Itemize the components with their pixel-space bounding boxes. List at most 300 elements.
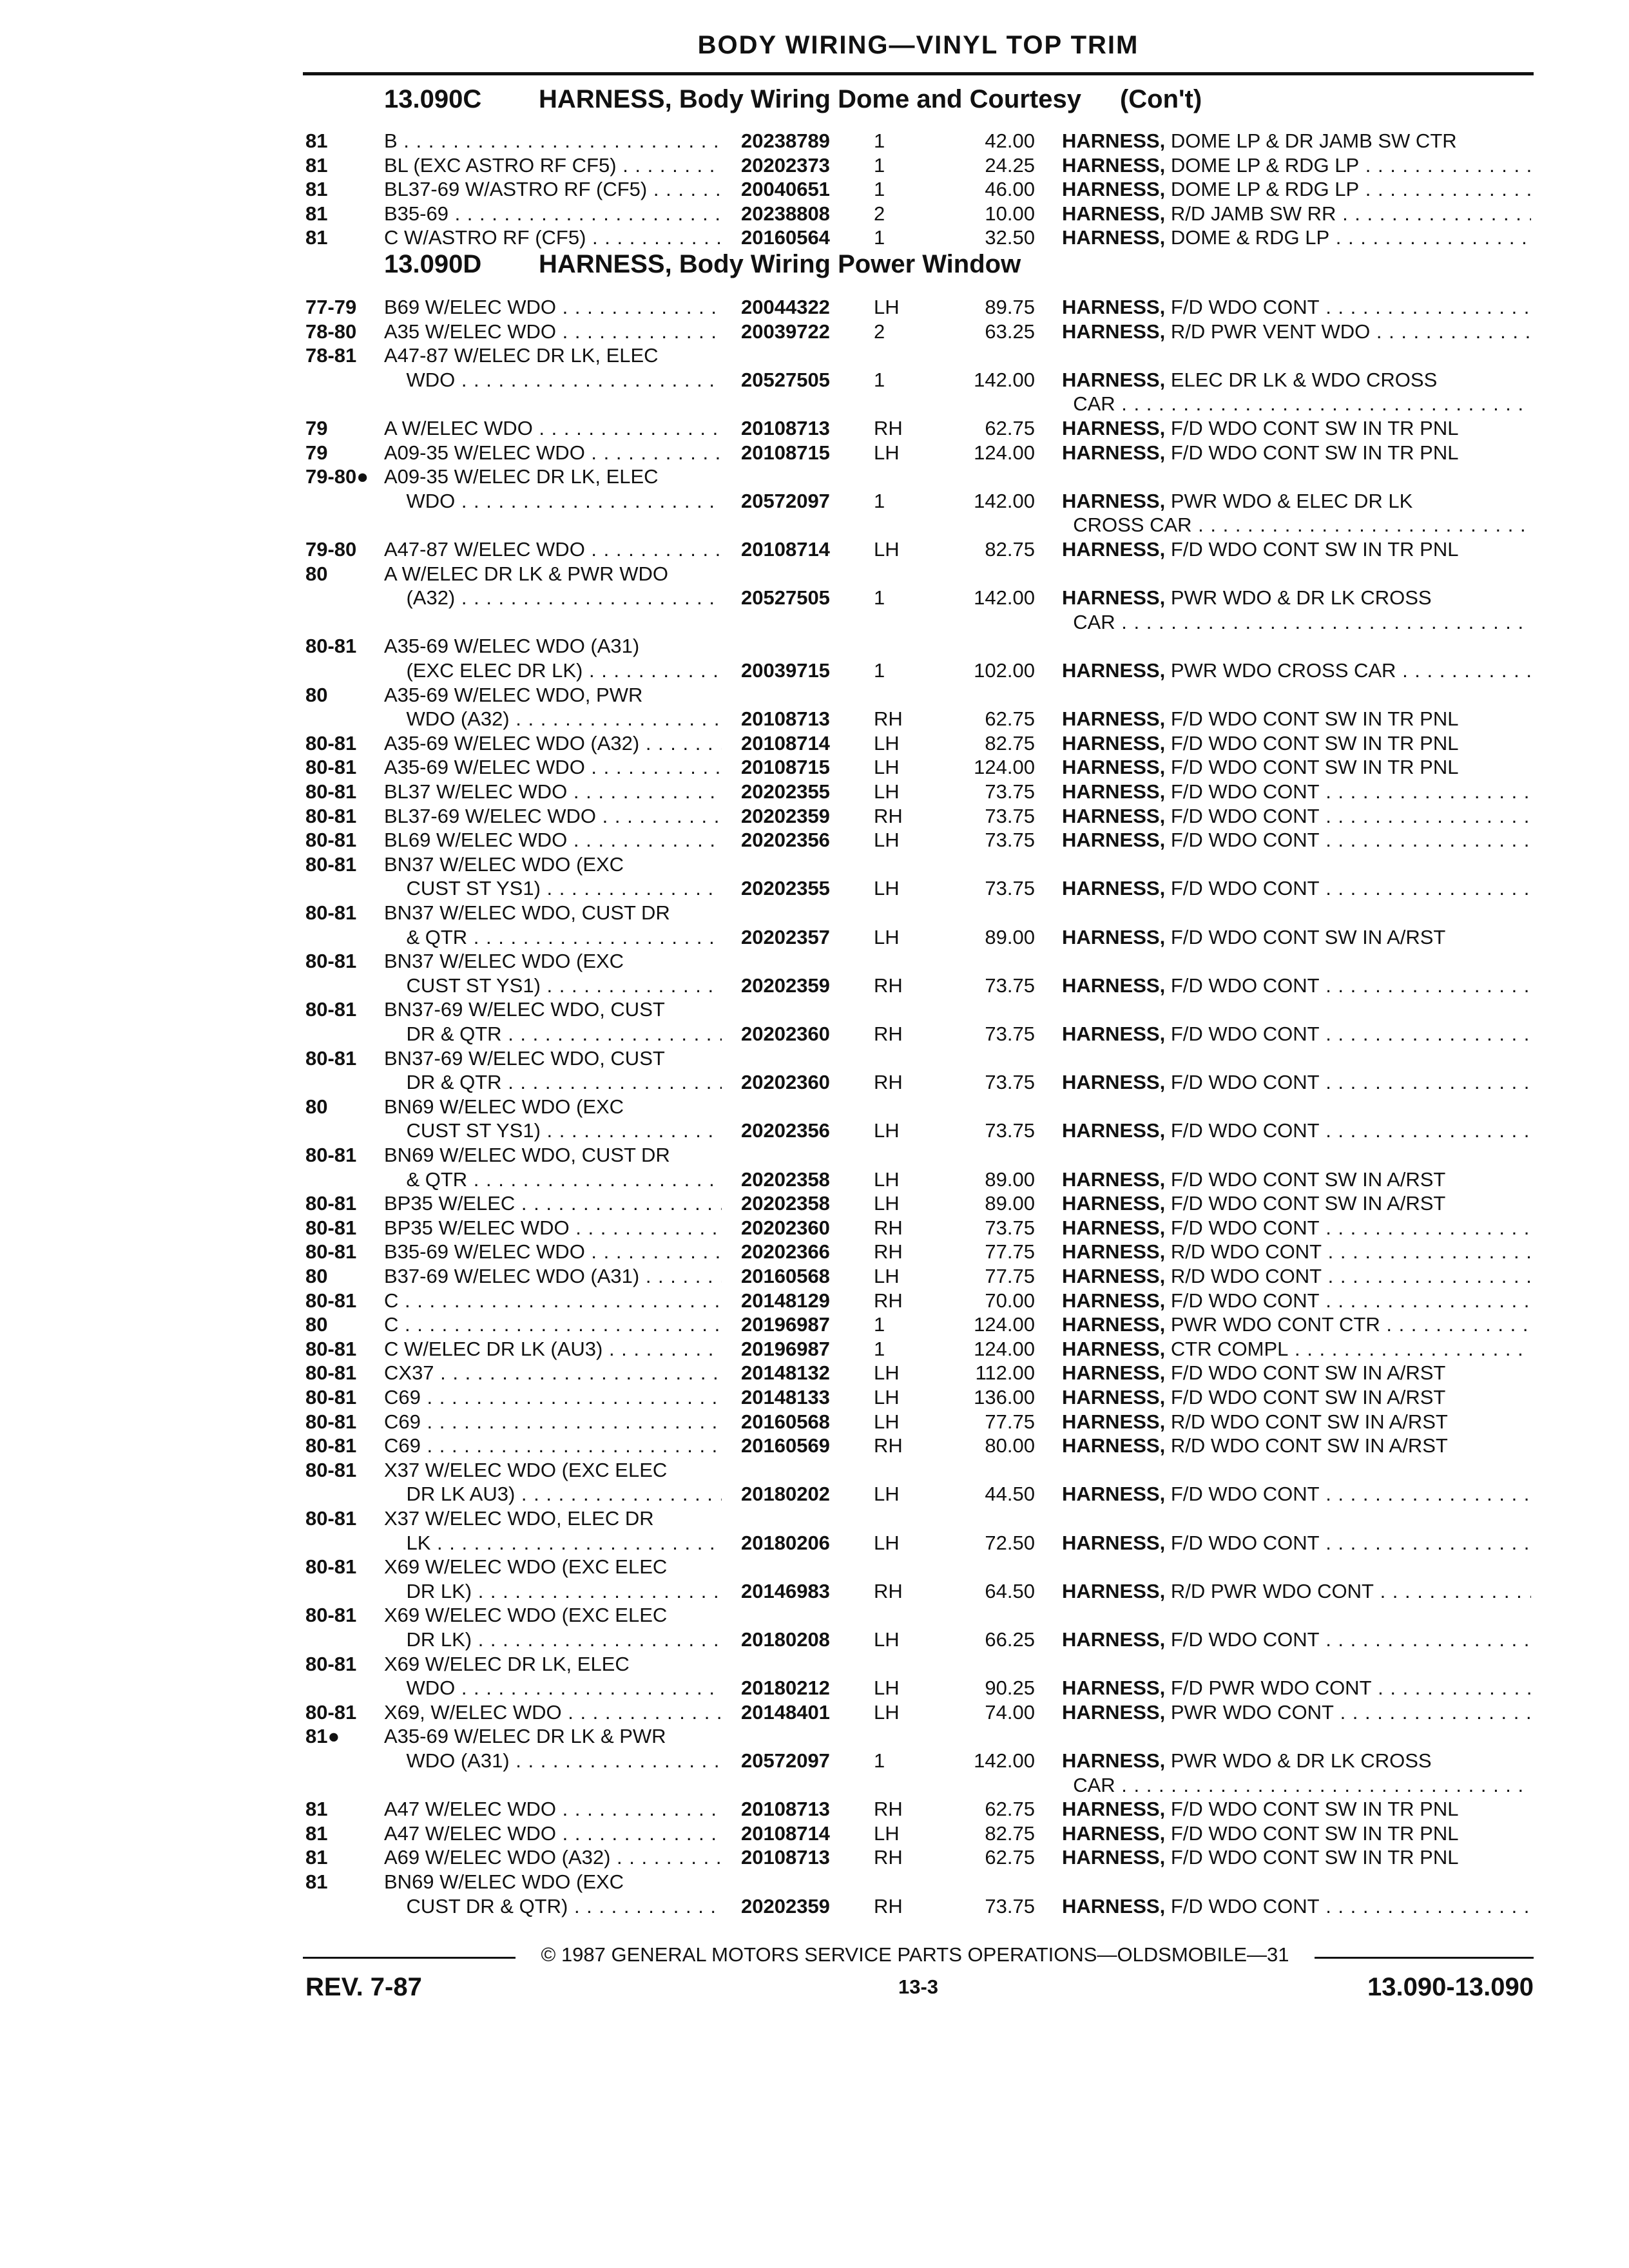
- part-description: [1062, 1361, 1531, 1385]
- body-application: A35-69 W/ELEC WDO (A31): [384, 635, 640, 657]
- body-application: CX37 . . .: [384, 1361, 722, 1385]
- description-text: F/D WDO CONT SW IN A/RST: [1170, 926, 1446, 948]
- description-keyword: HARNESS,: [1062, 1023, 1166, 1045]
- part-description: [1062, 1749, 1531, 1773]
- model-years: 80-81: [305, 853, 357, 876]
- section-title: [384, 250, 1021, 279]
- price: 142.00: [974, 1749, 1035, 1772]
- part-number: 20160564: [741, 226, 830, 249]
- quantity: LH: [874, 1701, 900, 1724]
- part-description: [1062, 876, 1531, 900]
- part-number: 20148129: [741, 1289, 830, 1312]
- description-keyword: HARNESS,: [1062, 1895, 1166, 1917]
- model-years: 80-81: [305, 1653, 357, 1675]
- description-keyword: HARNESS,: [1062, 226, 1166, 249]
- quantity: LH: [874, 1628, 900, 1651]
- description-keyword: HARNESS,: [1062, 829, 1166, 851]
- description-keyword: HARNESS,: [1062, 1216, 1166, 1239]
- quantity: LH: [874, 1386, 900, 1408]
- description-text: F/D WDO CONT . . .: [1171, 1483, 1531, 1505]
- table-row: [0, 1264, 1629, 1288]
- part-number: 20202373: [741, 154, 830, 177]
- part-description: [1062, 1797, 1531, 1821]
- description-text: DOME & RDG LP . . .: [1171, 226, 1531, 249]
- table-row: [0, 392, 1629, 416]
- quantity: LH: [874, 756, 900, 778]
- description-keyword: HARNESS,: [1062, 780, 1166, 803]
- body-application: BN69 W/ELEC WDO, CUST DR: [384, 1144, 670, 1166]
- body-application: B35-69 . . .: [384, 202, 722, 226]
- part-number: 20202357: [741, 926, 830, 948]
- description-keyword: HARNESS,: [1062, 417, 1166, 439]
- body-application: B . . .: [384, 129, 722, 153]
- body-application: WDO . . .: [384, 368, 722, 392]
- part-description: [1062, 1289, 1531, 1312]
- price: 90.25: [985, 1677, 1035, 1699]
- quantity: RH: [874, 1580, 903, 1602]
- body-application: BN37 W/ELEC WDO, CUST DR: [384, 901, 670, 924]
- part-number: 20180208: [741, 1628, 830, 1651]
- table-row: [0, 1628, 1629, 1651]
- quantity: LH: [874, 1361, 900, 1384]
- model-years: 81: [305, 202, 328, 225]
- table-row: [0, 1143, 1629, 1167]
- page-header-title: BODY WIRING—VINYL TOP TRIM: [697, 31, 1139, 59]
- section-number: 13.090D: [384, 250, 482, 278]
- table-row: [0, 997, 1629, 1021]
- body-application: X37 W/ELEC WDO (EXC ELEC: [384, 1459, 668, 1481]
- description-keyword: HARNESS,: [1062, 586, 1166, 609]
- price: 70.00: [985, 1289, 1035, 1312]
- body-application: X69 W/ELEC DR LK, ELEC: [384, 1653, 630, 1675]
- table-row: [0, 1070, 1629, 1094]
- part-description: [1062, 177, 1531, 201]
- table-row: [0, 634, 1629, 658]
- description-keyword: HARNESS,: [1062, 756, 1166, 778]
- body-application: CUST ST YS1) . . .: [384, 974, 722, 997]
- price: 32.50: [985, 226, 1035, 249]
- description-text: PWR WDO CROSS CAR . . .: [1171, 659, 1531, 682]
- table-row: [0, 755, 1629, 779]
- body-application: BL69 W/ELEC WDO . . .: [384, 828, 722, 852]
- price: 82.75: [985, 1822, 1035, 1845]
- table-row: [0, 1894, 1629, 1918]
- part-description: [1062, 731, 1531, 755]
- description-keyword: HARNESS,: [1062, 732, 1166, 754]
- part-number: 20202360: [741, 1071, 830, 1093]
- body-application: A W/ELEC DR LK & PWR WDO: [384, 562, 668, 585]
- description-text: F/D WDO CONT . . .: [1171, 780, 1531, 803]
- description-text: F/D PWR WDO CONT . . .: [1171, 1677, 1531, 1699]
- body-application: BL37-69 W/ELEC WDO . . .: [384, 804, 722, 828]
- model-years: 80: [305, 562, 328, 585]
- quantity: LH: [874, 1119, 900, 1142]
- part-number: 20039722: [741, 320, 830, 343]
- part-description: [1062, 1022, 1531, 1046]
- quantity: LH: [874, 732, 900, 754]
- table-row: [0, 780, 1629, 803]
- body-application: C69 . . .: [384, 1410, 722, 1434]
- part-description: [1062, 1821, 1531, 1845]
- model-years: 81: [305, 178, 328, 200]
- body-application: X69, W/ELEC WDO . . .: [384, 1700, 722, 1724]
- model-years: 80-81: [305, 1507, 357, 1530]
- model-years: 80: [305, 1313, 328, 1336]
- body-application: CUST ST YS1) . . .: [384, 1119, 722, 1142]
- part-number: 20180202: [741, 1483, 830, 1505]
- body-application: (EXC ELEC DR LK) . . .: [384, 658, 722, 682]
- model-years: 80-81: [305, 1604, 357, 1626]
- part-description: [1062, 489, 1531, 513]
- section-title: [384, 85, 1202, 114]
- description-text: F/D WDO CONT SW IN A/RST: [1170, 1192, 1446, 1215]
- part-number: 20202359: [741, 805, 830, 827]
- description-text: CAR . . .: [1062, 611, 1531, 633]
- part-description: [1062, 416, 1531, 440]
- part-number: 20108714: [741, 1822, 830, 1845]
- description-keyword: HARNESS,: [1062, 926, 1166, 948]
- table-row: [0, 1434, 1629, 1457]
- description-keyword: HARNESS,: [1062, 1240, 1166, 1263]
- description-text: R/D JAMB SW RR . . .: [1171, 202, 1531, 225]
- table-row: [0, 1482, 1629, 1506]
- body-application: BN37-69 W/ELEC WDO, CUST: [384, 998, 665, 1021]
- price: 73.75: [985, 877, 1035, 899]
- quantity: RH: [874, 1071, 903, 1093]
- model-years: 81: [305, 154, 328, 177]
- description-keyword: HARNESS,: [1062, 1677, 1166, 1699]
- price: 73.75: [985, 974, 1035, 997]
- body-application: C . . .: [384, 1312, 722, 1336]
- quantity: 1: [874, 154, 885, 177]
- description-text: R/D PWR VENT WDO . . .: [1171, 320, 1531, 343]
- model-years: 80-81: [305, 1240, 357, 1263]
- table-row: [0, 1579, 1629, 1603]
- description-keyword: HARNESS,: [1062, 178, 1166, 200]
- description-keyword: HARNESS,: [1062, 320, 1166, 343]
- description-keyword: HARNESS,: [1062, 1434, 1166, 1457]
- price: 89.00: [985, 1192, 1035, 1215]
- part-number: 20160568: [741, 1410, 830, 1433]
- description-text: R/D WDO CONT . . .: [1171, 1240, 1531, 1263]
- table-row: [0, 465, 1629, 488]
- quantity: LH: [874, 1822, 900, 1845]
- body-application: BN37-69 W/ELEC WDO, CUST: [384, 1047, 665, 1070]
- quantity: RH: [874, 707, 903, 730]
- table-row: [0, 1821, 1629, 1845]
- part-description: [1062, 780, 1531, 803]
- body-application: BL (EXC ASTRO RF CF5) . . .: [384, 153, 722, 177]
- footer-section-range: 13.090-13.090: [1367, 1973, 1534, 2001]
- body-application: A35-69 W/ELEC WDO (A32) . . .: [384, 731, 722, 755]
- table-row: [0, 226, 1629, 249]
- description-keyword: HARNESS,: [1062, 1532, 1166, 1554]
- price: 63.25: [985, 320, 1035, 343]
- description-keyword: HARNESS,: [1062, 1265, 1166, 1287]
- part-description: [1062, 1240, 1531, 1264]
- table-row: [0, 658, 1629, 682]
- table-row: [0, 683, 1629, 707]
- part-number: 20238789: [741, 130, 830, 152]
- body-application: C W/ASTRO RF (CF5) . . .: [384, 226, 722, 249]
- part-number: 20108713: [741, 1798, 830, 1820]
- model-years: 81●: [305, 1725, 340, 1747]
- model-years: 79: [305, 441, 328, 464]
- part-description: [1062, 295, 1531, 319]
- body-application: C . . .: [384, 1289, 722, 1312]
- model-years: 80-81: [305, 1386, 357, 1408]
- model-years: 80: [305, 684, 328, 706]
- table-row: [0, 1700, 1629, 1724]
- part-description: [1062, 202, 1531, 226]
- description-text: DOME LP & RDG LP . . .: [1171, 154, 1531, 177]
- description-text: CAR . . .: [1062, 392, 1531, 415]
- model-years: 80-81: [305, 998, 357, 1021]
- price: 73.75: [985, 780, 1035, 803]
- table-row: [0, 153, 1629, 177]
- model-years: 77-79: [305, 296, 357, 318]
- description-text: F/D WDO CONT . . .: [1171, 829, 1531, 851]
- body-application: & QTR . . .: [384, 1168, 722, 1191]
- part-number: 20202358: [741, 1192, 830, 1215]
- description-text: F/D WDO CONT SW IN TR PNL: [1170, 707, 1459, 730]
- model-years: 80-81: [305, 1216, 357, 1239]
- table-row: [0, 1603, 1629, 1627]
- price: 124.00: [974, 756, 1035, 778]
- description-keyword: HARNESS,: [1062, 1168, 1166, 1191]
- body-application: X37 W/ELEC WDO, ELEC DR: [384, 1507, 654, 1530]
- table-row: [0, 949, 1629, 973]
- body-application: BN69 W/ELEC WDO (EXC: [384, 1870, 624, 1893]
- description-text: F/D WDO CONT SW IN TR PNL: [1170, 732, 1459, 754]
- description-keyword: HARNESS,: [1062, 659, 1166, 682]
- quantity: 1: [874, 586, 885, 609]
- description-keyword: HARNESS,: [1062, 1749, 1166, 1772]
- table-row: [0, 1312, 1629, 1336]
- quantity: 1: [874, 490, 885, 512]
- part-description: [1062, 610, 1531, 634]
- price: 74.00: [985, 1701, 1035, 1724]
- body-application: A35 W/ELEC WDO . . .: [384, 320, 722, 343]
- part-description: [1062, 1434, 1531, 1457]
- part-number: 20108715: [741, 441, 830, 464]
- part-description: [1062, 1531, 1531, 1555]
- part-description: [1062, 707, 1531, 731]
- model-years: 81: [305, 1798, 328, 1820]
- table-row: [0, 1676, 1629, 1700]
- table-row: [0, 295, 1629, 319]
- body-application: BL37 W/ELEC WDO . . .: [384, 780, 722, 803]
- part-number: 20180212: [741, 1677, 830, 1699]
- price: 73.75: [985, 1023, 1035, 1045]
- part-number: 20202355: [741, 877, 830, 899]
- part-description: [1062, 1337, 1531, 1361]
- header-rule: [303, 72, 1534, 75]
- part-description: [1062, 828, 1531, 852]
- part-number: 20238808: [741, 202, 830, 225]
- table-row: [0, 1022, 1629, 1046]
- price: 73.75: [985, 1119, 1035, 1142]
- description-text: F/D WDO CONT SW IN TR PNL: [1170, 1846, 1459, 1869]
- quantity: RH: [874, 417, 903, 439]
- price: 112.00: [975, 1361, 1035, 1384]
- body-application: X69 W/ELEC WDO (EXC ELEC: [384, 1555, 668, 1578]
- description-keyword: HARNESS,: [1062, 1822, 1166, 1845]
- table-row: [0, 1652, 1629, 1676]
- model-years: 81: [305, 130, 328, 152]
- model-years: 80-81: [305, 805, 357, 827]
- part-description: [1062, 368, 1531, 392]
- body-application: X69 W/ELEC WDO (EXC ELEC: [384, 1604, 668, 1626]
- part-number: 20180206: [741, 1532, 830, 1554]
- body-application: A35-69 W/ELEC WDO . . .: [384, 755, 722, 779]
- table-row: [0, 1240, 1629, 1264]
- quantity: LH: [874, 296, 900, 318]
- model-years: 80-81: [305, 1701, 357, 1724]
- description-text: R/D PWR WDO CONT . . .: [1171, 1580, 1531, 1602]
- body-application: A W/ELEC WDO . . .: [384, 416, 722, 440]
- body-application: C W/ELEC DR LK (AU3) . . .: [384, 1337, 722, 1361]
- description-text: PWR WDO & DR LK CROSS: [1170, 586, 1432, 609]
- description-text: DOME LP & RDG LP . . .: [1171, 178, 1531, 200]
- description-text: F/D WDO CONT SW IN TR PNL: [1170, 756, 1459, 778]
- price: 62.75: [985, 1846, 1035, 1869]
- description-text: F/D WDO CONT SW IN TR PNL: [1170, 1798, 1459, 1820]
- body-application: WDO . . .: [384, 489, 722, 513]
- price: 82.75: [985, 732, 1035, 754]
- body-application: BL37-69 W/ASTRO RF (CF5) . . .: [384, 177, 722, 201]
- model-years: 80-81: [305, 732, 357, 754]
- quantity: RH: [874, 1895, 903, 1917]
- description-text: F/D WDO CONT SW IN TR PNL: [1170, 1822, 1459, 1845]
- description-keyword: HARNESS,: [1062, 1580, 1166, 1602]
- table-row: [0, 343, 1629, 367]
- description-text: CTR COMPL . . .: [1171, 1338, 1531, 1360]
- part-number: 20527505: [741, 586, 830, 609]
- model-years: 80-81: [305, 1144, 357, 1166]
- quantity: LH: [874, 780, 900, 803]
- part-number: 20148132: [741, 1361, 830, 1384]
- description-keyword: HARNESS,: [1062, 1386, 1166, 1408]
- model-years: 78-80: [305, 320, 357, 343]
- body-application: B35-69 W/ELEC WDO . . .: [384, 1240, 722, 1264]
- table-row: [0, 1749, 1629, 1773]
- description-keyword: HARNESS,: [1062, 154, 1166, 177]
- part-number: 20044322: [741, 296, 830, 318]
- part-number: 20202359: [741, 974, 830, 997]
- quantity: 1: [874, 226, 885, 249]
- part-description: [1062, 320, 1531, 343]
- part-number: 20160568: [741, 1265, 830, 1287]
- part-description: [1062, 1191, 1531, 1215]
- part-number: 20148133: [741, 1386, 830, 1408]
- part-description: [1062, 392, 1531, 416]
- footer-copyright: © 1987 GENERAL MOTORS SERVICE PARTS OPERATIONS—OLDSMOBILE—31: [541, 1943, 1289, 1966]
- quantity: LH: [874, 877, 900, 899]
- part-description: [1062, 1700, 1531, 1724]
- description-keyword: HARNESS,: [1062, 1410, 1166, 1433]
- table-row: [0, 1337, 1629, 1361]
- model-years: 80-81: [305, 901, 357, 924]
- description-text: F/D WDO CONT . . .: [1171, 1119, 1531, 1142]
- price: 77.75: [985, 1240, 1035, 1263]
- table-row: [0, 1458, 1629, 1482]
- description-keyword: HARNESS,: [1062, 441, 1166, 464]
- body-application: A35-69 W/ELEC DR LK & PWR: [384, 1725, 666, 1747]
- model-years: 80-81: [305, 780, 357, 803]
- description-text: F/D WDO CONT . . .: [1171, 1071, 1531, 1093]
- part-number: 20108713: [741, 1846, 830, 1869]
- description-keyword: HARNESS,: [1062, 805, 1166, 827]
- table-row: [0, 1191, 1629, 1215]
- part-description: [1062, 1894, 1531, 1918]
- body-application: BN37 W/ELEC WDO (EXC: [384, 853, 624, 876]
- footer-page-number: 13-3: [898, 1975, 939, 1998]
- table-row: [0, 1385, 1629, 1409]
- price: 62.75: [985, 1798, 1035, 1820]
- table-row: [0, 828, 1629, 852]
- part-number: 20160569: [741, 1434, 830, 1457]
- description-keyword: HARNESS,: [1062, 1483, 1166, 1505]
- description-text: F/D WDO CONT SW IN A/RST: [1170, 1361, 1446, 1384]
- body-application: WDO (A31) . . .: [384, 1749, 722, 1773]
- part-description: [1062, 1119, 1531, 1142]
- model-years: 81: [305, 1822, 328, 1845]
- part-description: [1062, 1168, 1531, 1191]
- price: 80.00: [985, 1434, 1035, 1457]
- model-years: 79-80: [305, 538, 357, 561]
- part-description: [1062, 1385, 1531, 1409]
- table-row: [0, 731, 1629, 755]
- body-application: BP35 W/ELEC . . .: [384, 1191, 722, 1215]
- price: 44.50: [985, 1483, 1035, 1505]
- table-row: [0, 586, 1629, 610]
- price: 89.00: [985, 926, 1035, 948]
- model-years: 80-81: [305, 1192, 357, 1215]
- quantity: RH: [874, 974, 903, 997]
- description-text: F/D WDO CONT . . .: [1171, 805, 1531, 827]
- quantity: LH: [874, 1483, 900, 1505]
- part-description: [1062, 226, 1531, 249]
- body-application: & QTR . . .: [384, 925, 722, 949]
- quantity: RH: [874, 805, 903, 827]
- part-number: 20202356: [741, 1119, 830, 1142]
- model-years: 79: [305, 417, 328, 439]
- part-description: [1062, 1410, 1531, 1434]
- footer-rule-right: [1315, 1957, 1534, 1959]
- quantity: LH: [874, 1265, 900, 1287]
- part-description: [1062, 804, 1531, 828]
- quantity: RH: [874, 1023, 903, 1045]
- quantity: RH: [874, 1798, 903, 1820]
- body-application: BN69 W/ELEC WDO (EXC: [384, 1095, 624, 1118]
- price: 73.75: [985, 1216, 1035, 1239]
- part-description: [1062, 755, 1531, 779]
- price: 73.75: [985, 829, 1035, 851]
- description-keyword: HARNESS,: [1062, 369, 1166, 391]
- part-number: 20148401: [741, 1701, 830, 1724]
- price: 89.00: [985, 1168, 1035, 1191]
- model-years: 78-81: [305, 344, 357, 367]
- description-text: CROSS CAR . . .: [1062, 514, 1531, 536]
- body-application: A09-35 W/ELEC DR LK, ELEC: [384, 465, 659, 488]
- price: 73.75: [985, 1071, 1035, 1093]
- body-application: CUST ST YS1) . . .: [384, 876, 722, 900]
- part-number: 20202356: [741, 829, 830, 851]
- part-number: 20196987: [741, 1313, 830, 1336]
- table-row: [0, 416, 1629, 440]
- price: 66.25: [985, 1628, 1035, 1651]
